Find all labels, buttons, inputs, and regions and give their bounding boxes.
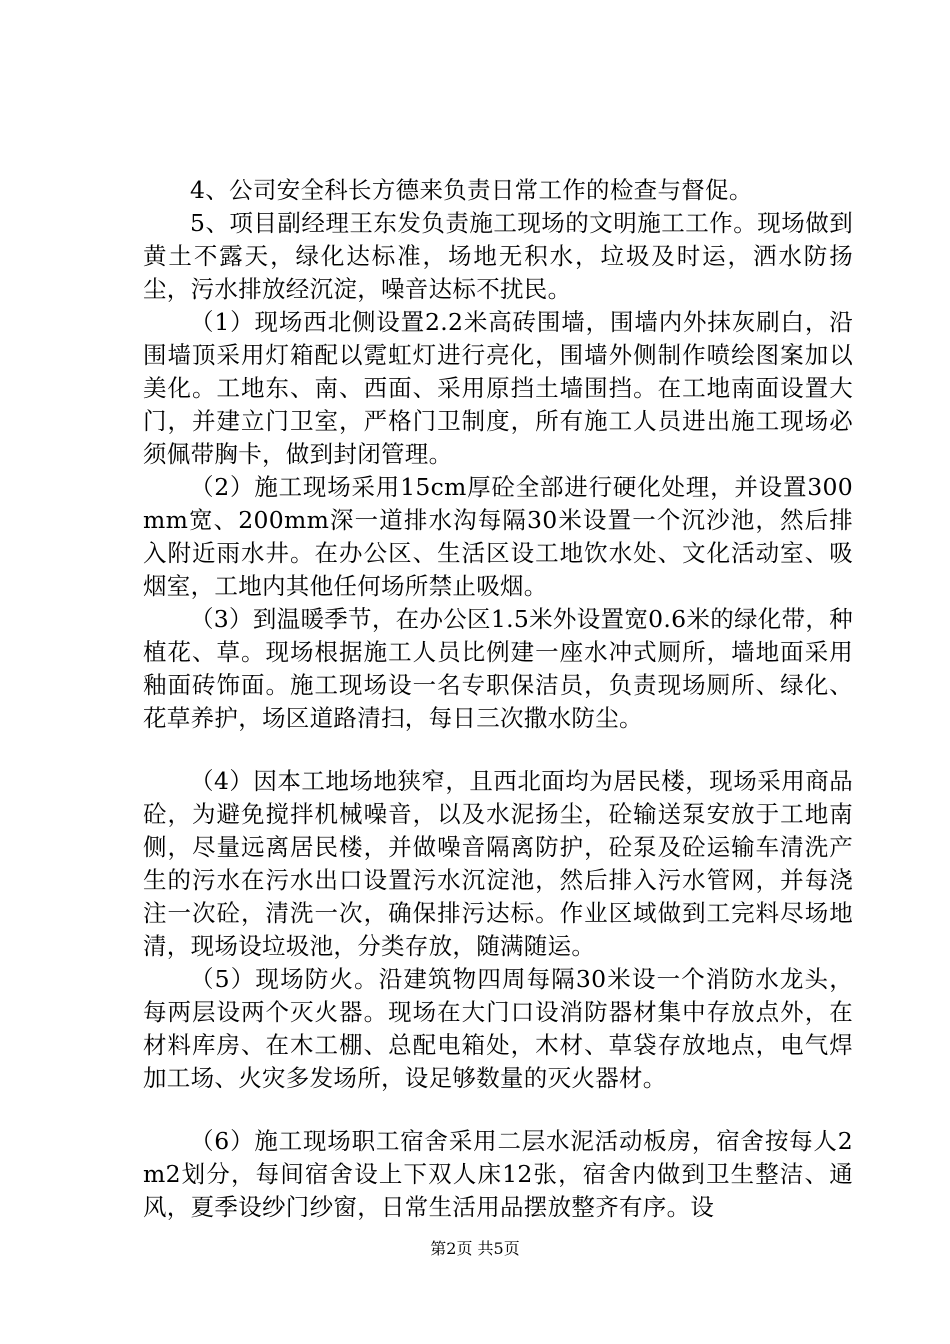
paragraph-item-2-ground-hardening: （2）施工现场采用15cm厚砼全部进行硬化处理，并设置300mm宽、200mm深一道排水沟每隔30米设置一个沉沙池，然后排入附近雨水井。在办公区、生活区设工地饮水处、文化活动室、吸烟室，工地内其他任何场所禁止吸烟。 bbox=[143, 473, 853, 600]
paragraph-item-5-fire-prevention: （5）现场防火。沿建筑物四周每隔30米设一个消防水龙头，每两层设两个灭火器。现场在大门口设消防器材集中存放点外，在材料库房、在木工棚、总配电箱处，木材、草袋存放地点，电气焊加工场、火灾多发场所，设足够数量的灭火器材。 bbox=[143, 965, 853, 1092]
paragraph-civilized-construction: 5、项目副经理王东发负责施工现场的文明施工工作。现场做到黄土不露天，绿化达标准，场地无积水，垃圾及时运，洒水防扬尘，污水排放经沉淀，噪音达标不扰民。 bbox=[143, 209, 853, 303]
paragraph-item-6-dormitory: （6）施工现场职工宿舍采用二层水泥活动板房，宿舍按每人2m2划分，每间宿舍设上下双人床12张，宿舍内做到卫生整洁、通风，夏季设纱门纱窗，日常生活用品摆放整齐有序。设 bbox=[143, 1127, 853, 1221]
document-body bbox=[143, 174, 853, 1224]
paragraph-item-3-greening: （3）到温暖季节，在办公区1.5米外设置宽0.6米的绿化带，种植花、草。现场根据施工人员比例建一座水冲式厕所，墙地面采用釉面砖饰面。施工现场设一名专职保洁员，负责现场厕所、绿化、花草养护，场区道路清扫，每日三次撒水防尘。 bbox=[143, 605, 853, 732]
paragraph-item-1-enclosure-wall: （1）现场西北侧设置2.2米高砖围墙，围墙内外抹灰刷白，沿围墙顶采用灯箱配以霓虹灯进行亮化，围墙外侧制作喷绘图案加以美化。工地东、南、西面、采用原挡土墙围挡。在工地南面设置大门，并建立门卫室，严格门卫制度，所有施工人员进出施工现场必须佩带胸卡，做到封闭管理。 bbox=[143, 308, 853, 468]
paragraph-item-4-noise-dust: （4）因本工地场地狭窄，且西北面均为居民楼，现场采用商品砼，为避免搅拌机械噪音，以及水泥扬尘，砼输送泵安放于工地南侧，尽量远离居民楼，并做噪音隔离防护，砼泵及砼运输车清洗产生的污水在污水出口设置污水沉淀池，然后排入污水管网，并每浇注一次砼，清洗一次，确保排污达标。作业区域做到工完料尽场地清，现场设垃圾池，分类存放，随满随运。 bbox=[143, 767, 853, 960]
paragraph-safety-inspection: 4、公司安全科长方德来负责日常工作的检查与督促。 bbox=[190, 176, 753, 204]
page-number-footer: 第2页 共5页 bbox=[430, 1239, 520, 1258]
